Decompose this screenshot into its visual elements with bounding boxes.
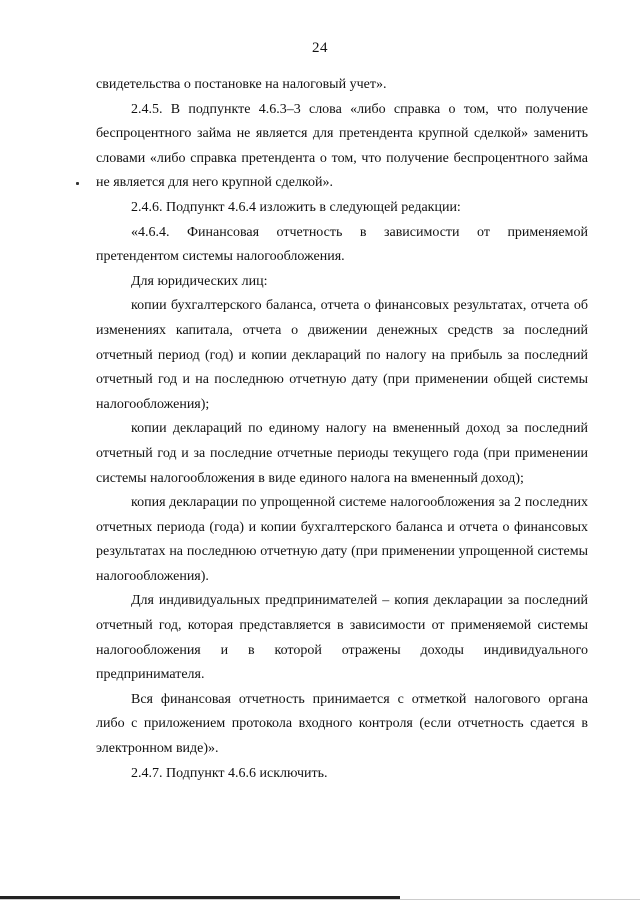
paragraph: Для юридических лиц: [131,273,268,289]
paragraph: 2.4.7. Подпункт 4.6.6 исключить. [131,765,328,781]
page-number: 24 [312,40,328,56]
document-body [96,73,588,786]
scan-mark [76,182,79,185]
paragraph: 2.4.5. В подпункте 4.6.3–3 слова «либо справка о том, что получение беспроцентного займа не является для претендента крупной сделкой» заменить словами «либо справка претендента о том, что получение беспроцентного займа не является для него крупной сделкой». [96,101,588,191]
paragraph: копии бухгалтерского баланса, отчета о финансовых результатах, отчета об изменениях капитала, отчета о движении денежных средств за последний отчетный период (год) и копии деклараций по налогу на прибыль за последний отчетный год и на последнюю отчетную дату (при применении общей системы налогообложения); [96,298,588,412]
scan-edge-line [0,899,640,900]
paragraph: свидетельства о постановке на налоговый учет». [96,77,387,92]
paragraph: 2.4.6. Подпункт 4.6.4 изложить в следующей редакции: [131,199,461,215]
paragraph: копии деклараций по единому налогу на вмененный доход за последний отчетный год и за последние отчетные периоды текущего года (при применении системы налогообложения в виде единого налога на вмененный доход); [96,421,588,486]
paragraph: копия декларации по упрощенной системе налогообложения за 2 последних отчетных периода (года) и копии бухгалтерского баланса и отчета о финансовых результатах на последнюю отчетную дату (при применении упрощенной системы налогообложения). [96,495,588,584]
paragraph: Для индивидуальных предпринимателей – копия декларации за последний отчетный год, которая представляется в зависимости от применяемой системы налогообложения и в которой отражены доходы индивидуального предпринимателя. [96,593,588,683]
paragraph: Вся финансовая отчетность принимается с отметкой налогового органа либо с приложением протокола входного контроля (если отчетность сдается в электронном виде)». [96,691,588,757]
paragraph: «4.6.4. Финансовая отчетность в зависимости от применяемой претендентом системы налогообложения. [96,224,588,265]
